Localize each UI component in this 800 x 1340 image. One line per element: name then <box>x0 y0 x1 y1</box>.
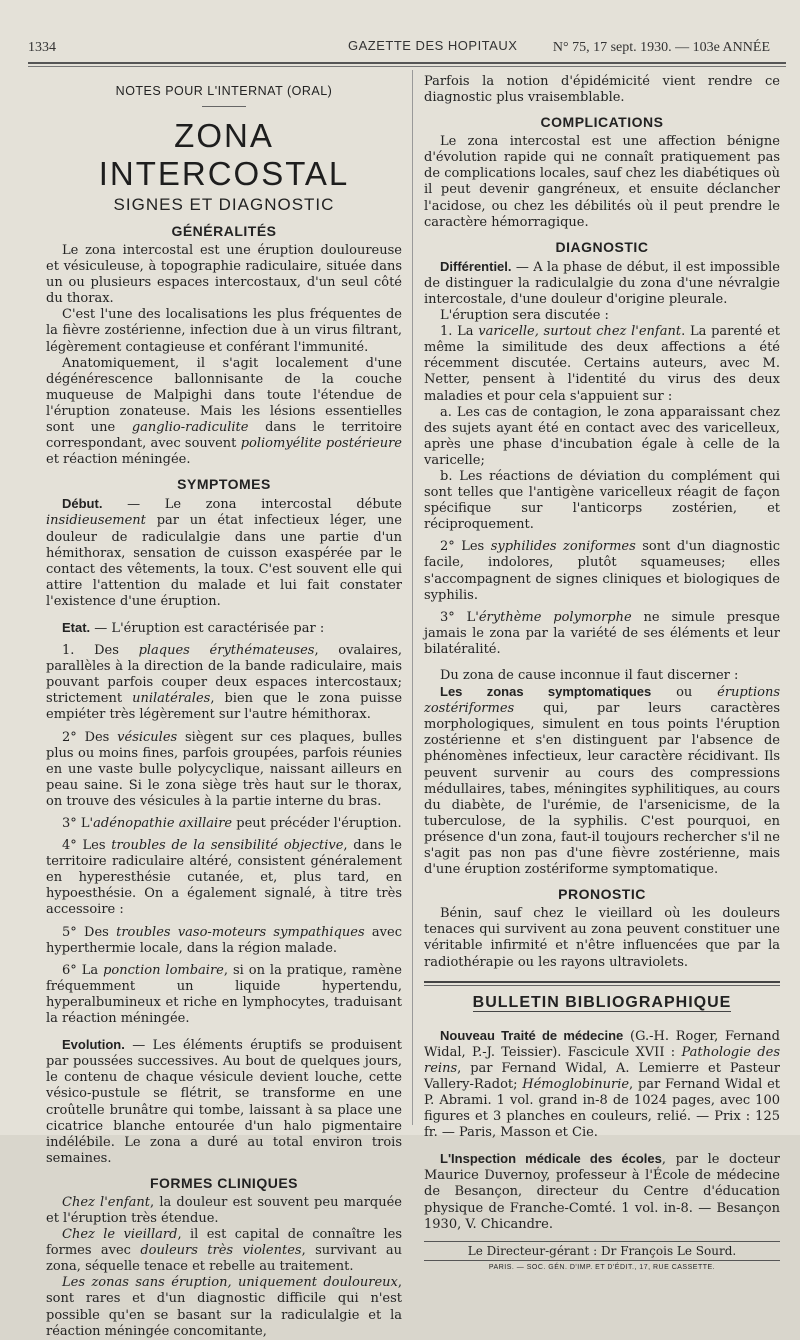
section-pronostic: PRONOSTIC <box>558 886 646 903</box>
section-generalites: GÉNÉRALITÉS <box>171 223 277 239</box>
list-item: 2° Des vésicules siègent sur ces plaques, bulles plus ou moins fines, parfois groupées, parfois réunies en une vaste bulle polycyclique, naissant ailleurs en peau saine. Si le zona siège très haut sur le thorax, on trouve des vésicules à la partie interne du bras. <box>46 729 403 809</box>
journal-title: GAZETTE DES HOPITAUX <box>348 38 518 53</box>
paragraph: C'est l'une des localisations les plus fréquentes de la fièvre zostérienne, infection due à un virus filtrant, légèrement contagieuse et conférant l'immunité. <box>46 307 402 355</box>
paragraph: Chez le vieillard, il est capital de connaître les formes avec douleurs très violentes, survivant au zona, séquelle tenace et rebelle au traitement. <box>46 1227 403 1275</box>
section-formes: FORMES CLINIQUES <box>149 1174 298 1191</box>
section-diagnostic: DIAGNOSTIC <box>555 238 649 255</box>
paragraph-debut: Début. — Le zona intercostal débute insidieusement par un état infectieux léger, une douleur de radiculalgie dans une partie d'un hémithorax, sensation de cuisson exaspérée par le contact des vêtements, la toux. C'est souvent elle qui attire l'attention du malade et lui fait constater l'existence d'une éruption. <box>46 496 402 609</box>
paragraph: Anatomiquement, il s'agit localement d'une dégénérescence ballonnisante de la couche muqueuse de Malpighi dans toute l'étendue de l'éruption zonateuse. Mais les lésions essentielles sont une ganglio-radiculite dans le territoire correspondant, avec souvent poliomyélite postérieure et réaction méningée. <box>46 355 402 468</box>
paragraph: Du zona de cause inconnue il faut discerner : <box>440 668 739 683</box>
page-number: 1334 <box>28 40 56 55</box>
list-item: 4° Les troubles de la sensibilité objective, dans le territoire radiculaire altéré, consistent généralement en hyperesthésie cutanée, et, plus tard, en hypoesthésie. On a également signalé, à titre très accessoire : <box>46 838 402 918</box>
notes-heading: NOTES POUR L'INTERNAT (ORAL) <box>115 84 333 98</box>
column-divider <box>412 70 413 1125</box>
paragraph-evolution: Evolution. — Les éléments éruptifs se produisent par poussées successives. Au bout de quelques jours, le contenu de chaque vésicule devient louche, cette vésico-pustule se flétrit, se transforme en une croûtelle brunâtre qui tombe, laissant à sa place une cicatrice blanche entourée d'un halo pigmentaire indélébile. Le zona a duré au total environ trois semaines. <box>46 1037 402 1166</box>
article-subtitle: SIGNES ET DIAGNOSTIC <box>113 195 335 214</box>
director-line: Le Directeur-gérant : Dr François Le Sourd. <box>424 1241 780 1261</box>
issue-info: N° 75, 17 sept. 1930. — 103e ANNÉE <box>552 40 770 55</box>
list-item: 3° L'adénopathie axillaire peut précéder l'éruption. <box>62 816 402 831</box>
paragraph-etat: Etat. — L'éruption est caractérisée par : <box>62 619 325 636</box>
section-complications: COMPLICATIONS <box>540 114 664 131</box>
paragraph: Parfois la notion d'épidémicité vient rendre ce diagnostic plus vraisemblable. <box>424 74 780 106</box>
page-header <box>28 34 780 56</box>
list-item: a. Les cas de contagion, le zona apparaissant chez des sujets ayant été en contact avec des varicelleux, après une phase d'incubation égale à celle de la varicelle; <box>424 404 780 468</box>
article-title: ZONA INTERCOSTAL <box>98 117 350 192</box>
list-item: 2° Les syphilides zoniformes sont d'un diagnostic facile, indolores, plutôt squameuses; elles s'accompagnent de signes cliniques et biologiques de syphilis. <box>424 539 780 603</box>
paragraph: Chez l'enfant, la douleur est souvent peu marquée et l'éruption très étendue. <box>46 1194 402 1226</box>
header-rule <box>28 62 786 64</box>
paragraph: Les zonas sans éruption, uniquement douloureux, sont rares et d'un diagnostic difficile qui n'est possible qu'en se basant sur la radiculalgie et la réaction méningée concomitante, <box>46 1275 402 1339</box>
section-symptomes: SYMPTOMES <box>177 476 271 493</box>
paragraph: Le zona intercostal est une éruption douloureuse et vésiculeuse, à topographie radiculaire, située dans un ou plusieurs espaces intercostaux, d'un seul côté du thorax. <box>46 243 402 307</box>
list-item: 5° Des troubles vaso-moteurs sympathiques avec hyperthermie locale, dans la région malade. <box>46 924 402 956</box>
list-item: b. Les réactions de déviation du complément qui sont telles que l'antigène varicelleux réagit de façon spécifique sur l'anticorps zostérien, et réciproquement. <box>424 468 780 533</box>
bibliography-entry: Nouveau Traité de médecine (G.-H. Roger, Fernand Widal, P.-J. Teissier). Fascicule XVII : Pathologie des reins, par Fernand Widal, A. Lemierre et Pasteur Vallery-Radot; Hémoglobinurie, par Fernand Widal et P. Abrami. 1 vol. grand in-8 de 1024 pages, avec 100 figures et 3 planches en couleurs, relié. — Prix : 125 fr. — Paris, Masson et Cie. <box>424 1027 780 1141</box>
right-column <box>424 74 780 1271</box>
list-item: 1. Des plaques érythémateuses, ovalaires, parallèles à la direction de la bande radiculaire, mais pouvant parfois couper deux espaces intercostaux; strictement unilatérales, bien que le zona puisse empiéter très légèrement sur l'autre hémithorax. <box>46 643 403 723</box>
paragraph: Le zona intercostal est une affection bénigne d'évolution rapide qui ne connaît pratiquement pas de complications locales, sauf chez les diabétiques où il peut devenir gangréneux, et ensuite déclancher l'acidose, ou chez les débilités où il peut prendre le caractère hémorragique. <box>424 134 780 230</box>
paragraph-differentiel: Différentiel. — A la phase de début, il est impossible de distinguer la radiculalgie du zona d'une névralgie intercostale, d'une douleur d'origine pleurale. <box>424 258 780 307</box>
paragraph-symptomatiques: Les zonas symptomatiques ou éruptions zostériformes qui, par leurs caractères morphologiques, simulent en tous points l'éruption zostérienne et s'en distinguent par l'absence de phénomènes infectieux, leur caractère récidivant. Ils peuvent survenir au cours des compressions médullaires, tabes, méningites syphilitiques, au cours du diabète, de l'urémie, de l'arsenicisme, de la tuberculose, de la syphilis. C'est pourquoi, en présence d'un zona, faut-il toujours rechercher s'il ne s'agit pas non pas d'une fièvre zostérienne, mais d'une éruption zostériforme symptomatique. <box>424 684 780 878</box>
bulletin-heading: BULLETIN BIBLIOGRAPHIQUE <box>472 993 732 1011</box>
printer-line: PARIS. — SOC. GÉN. D'IMP. ET D'ÉDIT., 17, RUE CASSETTE. <box>488 1263 716 1271</box>
list-item: 3° L'érythème polymorphe ne simule presque jamais le zona par la variété de ses éléments et leur bilatéralité. <box>424 609 780 657</box>
section-rule <box>424 981 780 986</box>
bibliography-entry: L'Inspection médicale des écoles, par le docteur Maurice Duvernoy, professeur à l'École de médecine de Besançon, directeur du Centre d'éducation physique de Franche-Comté. 1 vol. in-8. — Besançon 1930, V. Chicandre. <box>424 1151 780 1232</box>
header-rule-thin <box>28 66 786 67</box>
short-rule <box>202 106 246 107</box>
list-item: 1. La varicelle, surtout chez l'enfant. La parenté et même la similitude des deux affections a été récemment discutée. Certains auteurs, avec M. Netter, pensent à l'identité du virus des deux maladies et pour cela s'appuient sur : <box>424 324 780 404</box>
paragraph: L'éruption sera discutée : <box>440 308 609 324</box>
left-column <box>46 74 403 1339</box>
paragraph: Bénin, sauf chez le vieillard où les douleurs tenaces qui survivent au zona peuvent constituer une véritable infirmité et n'être influencées que par la radiothérapie ou les rayons ultraviolets. <box>424 906 780 970</box>
list-item: 6° La ponction lombaire, si on la pratique, ramène fréquemment un liquide hypertendu, hyperalbumineux et riche en lymphocytes, traduisant la réaction méningée. <box>46 962 402 1027</box>
